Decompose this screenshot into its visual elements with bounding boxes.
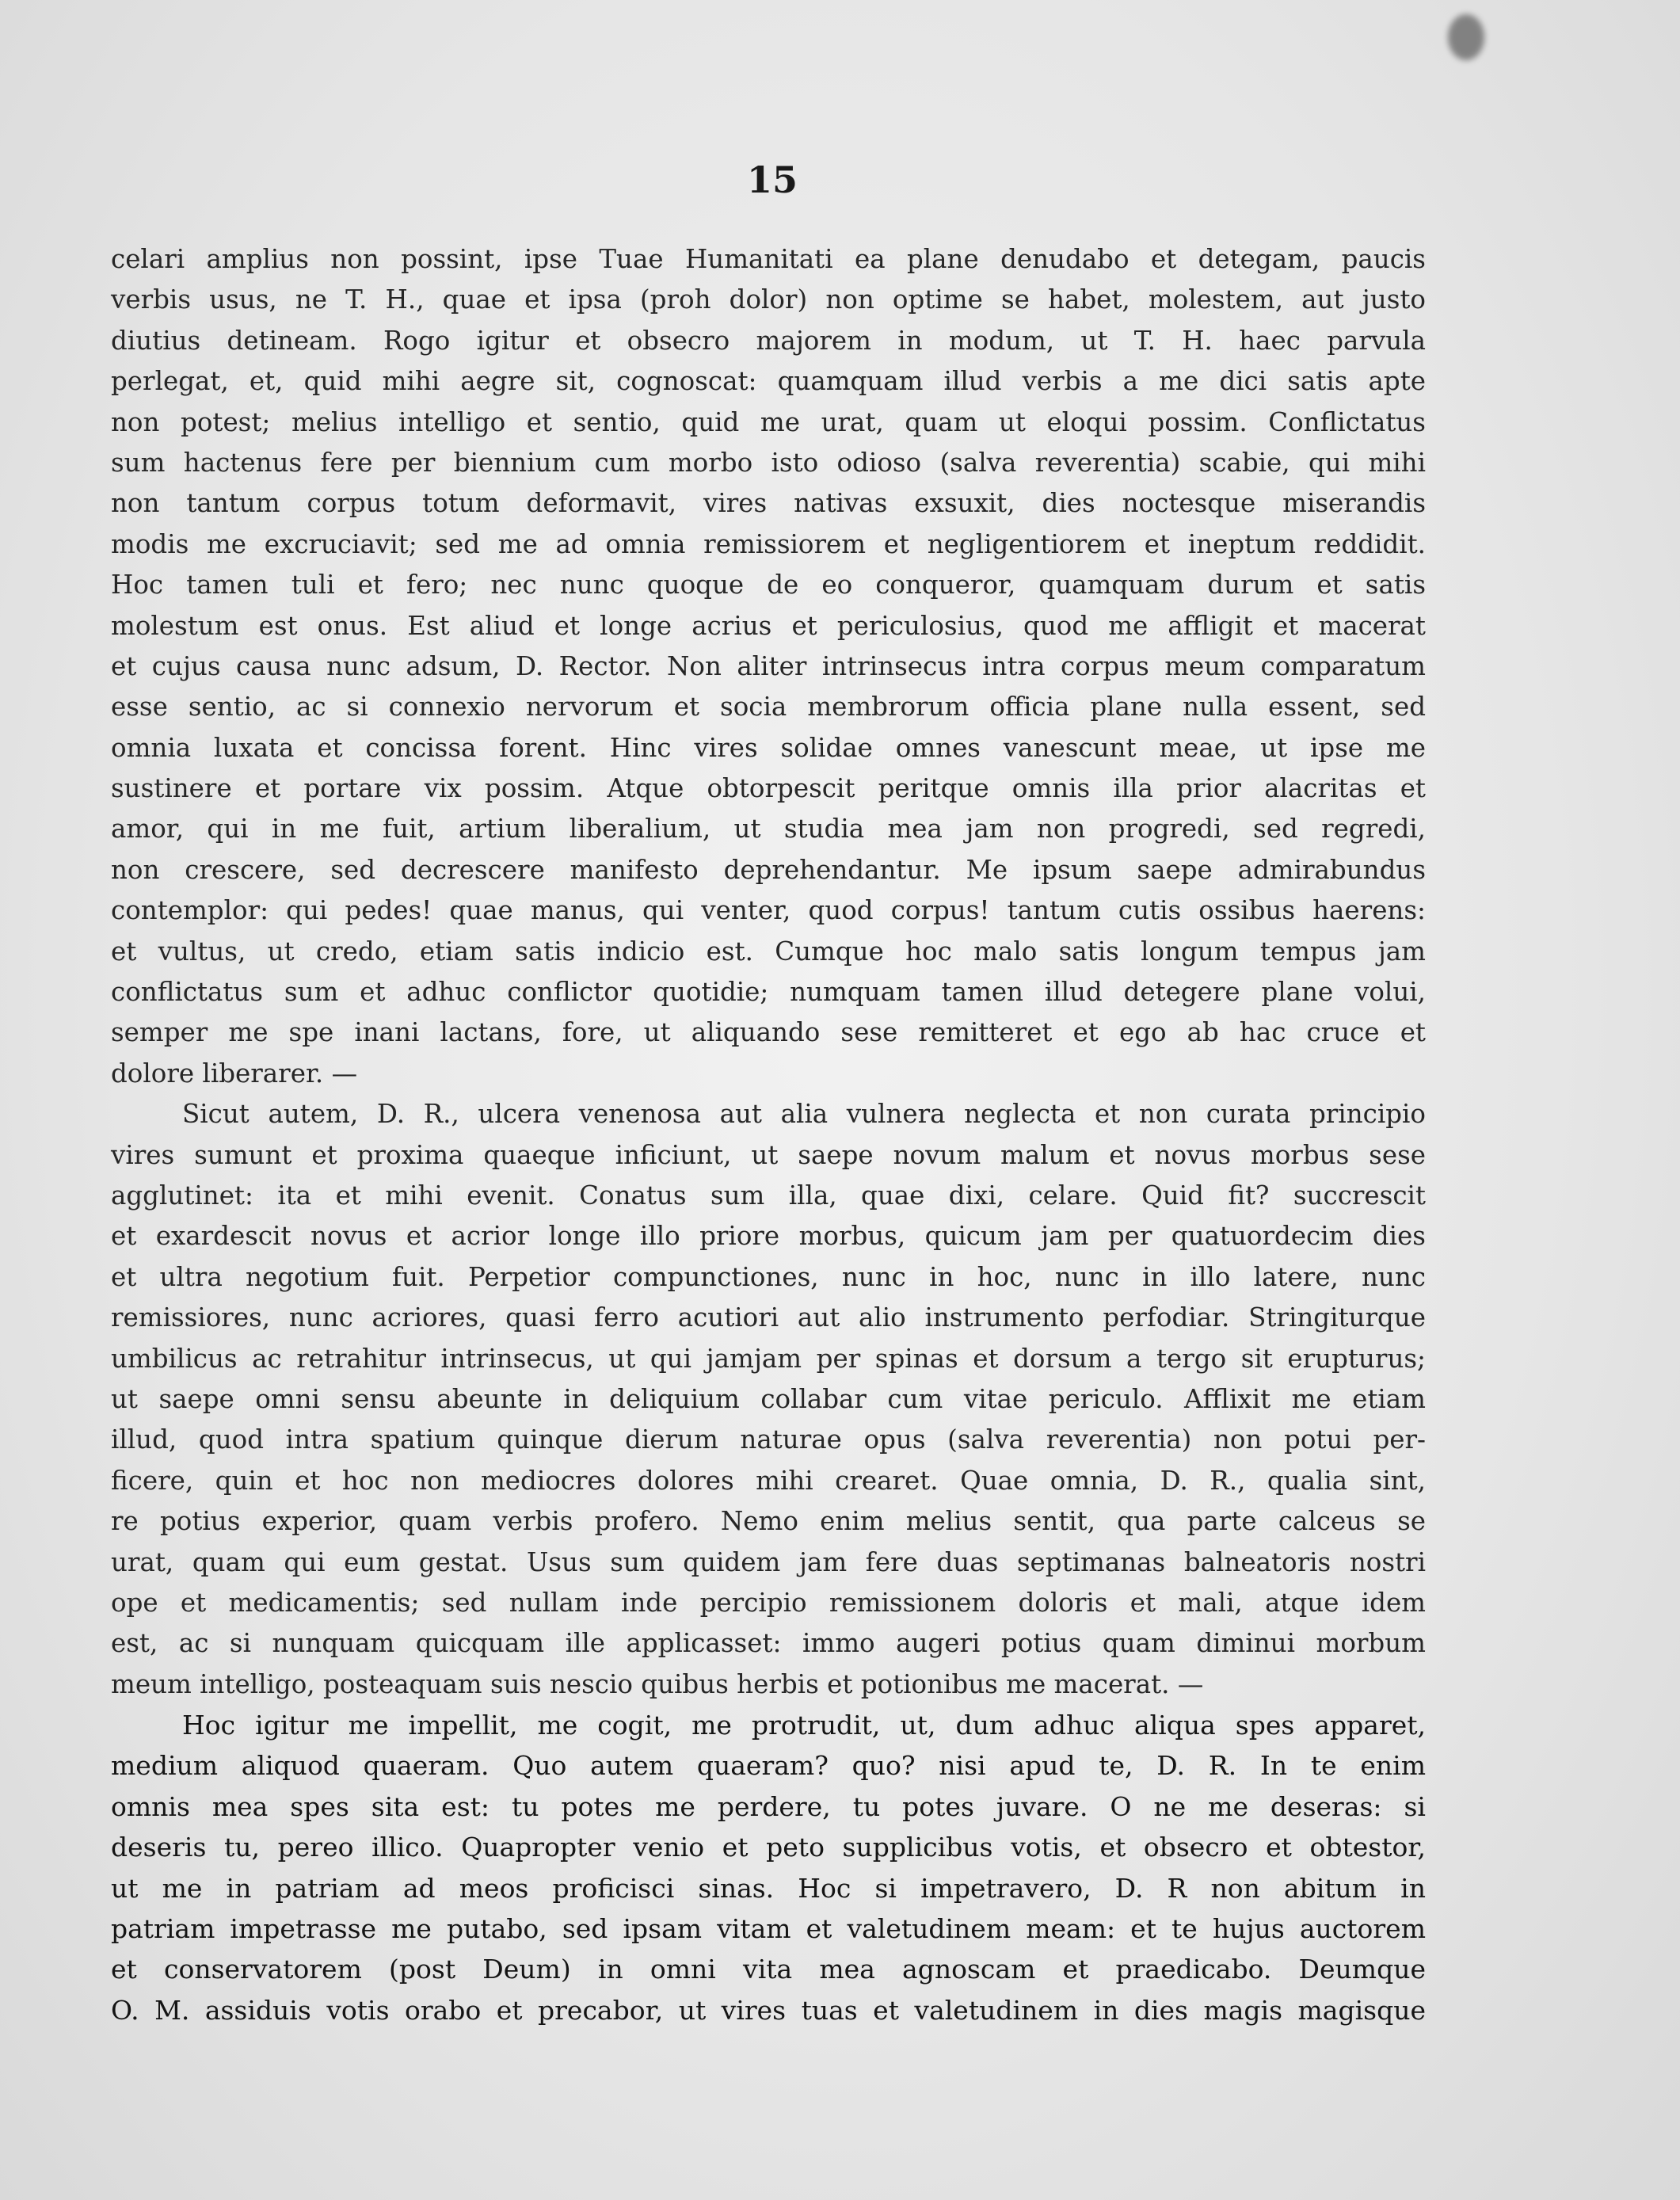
- text-line: et cujus causa nunc adsum, D. Rector. Non aliter intrinsecus intra corpus meum comparatum: [111, 650, 1426, 681]
- text-line: patriam impetrasse me putabo, sed ipsam vitam et valetudinem meam: et te hujus auctorem: [111, 1913, 1426, 1945]
- text-line: amor, qui in me fuit, artium liberalium, ut studia mea jam non progredi, sed regredi,: [111, 814, 1426, 845]
- paragraph-2: [111, 1094, 1426, 1705]
- text-line: diutius detineam. Rogo igitur et obsecro majorem in modum, ut T. H. haec parvula: [111, 325, 1426, 356]
- text-line: ficere, quin et hoc non mediocres dolores mihi crearet. Quae omnia, D. R., qualia sint,: [111, 1465, 1426, 1496]
- text-line: celari amplius non possint, ipse Tuae Humanitati ea plane denudabo et detegam, paucis: [111, 244, 1426, 274]
- text-line: conflictatus sum et adhuc conflictor quotidie; numquam tamen illud detegere plane volui,: [111, 977, 1426, 1008]
- text-line: meum intelligo, posteaquam suis nescio quibus herbis et potionibus me macerat. —: [111, 1668, 1204, 1699]
- text-line: molestum est onus. Est aliud et longe acrius et periculosius, quod me affligit et macerat: [111, 610, 1426, 641]
- text-line: contemplor: qui pedes! quae manus, qui venter, quod corpus! tantum cutis ossibus haerens:: [111, 895, 1426, 926]
- text-line: ut me in patriam ad meos proficisci sinas. Hoc si impetravero, D. R non abitum in: [111, 1872, 1426, 1904]
- text-line: omnis mea spes sita est: tu potes me perdere, tu potes juvare. O ne me deseras: si: [111, 1790, 1426, 1822]
- text-line: Hoc tamen tuli et fero; nec nunc quoque de eo conqueror, quamquam durum et satis: [111, 570, 1426, 601]
- text-line: est, ac si nunquam quicquam ille applicasset: immo augeri potius quam diminui morbum: [111, 1628, 1426, 1659]
- text-line: et conservatorem (post Deum) in omni vita mea agnoscam et praedicabo. Deumque: [111, 1954, 1426, 1985]
- body-text: [111, 239, 1426, 2030]
- text-line: esse sentio, ac si connexio nervorum et socia membrorum officia plane nulla essent, sed: [111, 692, 1426, 723]
- text-line: ope et medicamentis; sed nullam inde percipio remissionem doloris et mali, atque idem: [111, 1587, 1426, 1618]
- text-line: perlegat, et, quid mihi aegre sit, cognoscat: quamquam illud verbis a me dici satis apte: [111, 366, 1426, 397]
- text-line: vires sumunt et proxima quaeque inficiunt, ut saepe novum malum et novus morbus sese: [111, 1139, 1426, 1170]
- text-line: remissiores, nunc acriores, quasi ferro acutiori aut alio instrumento perfodiar. Stringiturque: [111, 1302, 1426, 1333]
- text-line: illud, quod intra spatium quinque dierum naturae opus (salva reverentia) non potui per-: [111, 1424, 1426, 1455]
- text-line: deseris tu, pereo illico. Quapropter venio et peto supplicibus votis, et obsecro et obtestor,: [111, 1832, 1426, 1863]
- text-line: urat, quam qui eum gestat. Usus sum quidem jam fere duas septimanas balneatoris nostri: [111, 1546, 1426, 1577]
- text-line: omnia luxata et concissa forent. Hinc vires solidae omnes vanescunt meae, ut ipse me: [111, 732, 1426, 763]
- text-line: umbilicus ac retrahitur intrinsecus, ut qui jamjam per spinas et dorsum a tergo sit erupturus;: [111, 1343, 1426, 1374]
- text-line: non potest; melius intelligo et sentio, quid me urat, quam ut eloqui possim. Conflictatus: [111, 406, 1426, 437]
- text-line: O. M. assiduis votis orabo et precabor, ut vires tuas et valetudinem in dies magis magisque: [111, 1994, 1426, 2026]
- text-line: semper me spe inani lactans, fore, ut aliquando sese remitteret et ego ab hac cruce et: [111, 1017, 1426, 1048]
- text-line: Hoc igitur me impellit, me cogit, me protrudit, ut, dum adhuc aliqua spes apparet,: [182, 1710, 1426, 1741]
- text-line: et vultus, ut credo, etiam satis indicio est. Cumque hoc malo satis longum tempus jam: [111, 936, 1426, 967]
- text-line: et ultra negotium fuit. Perpetior compunctiones, nunc in hoc, nunc in illo latere, nunc: [111, 1261, 1426, 1292]
- text-line: medium aliquod quaeram. Quo autem quaeram? quo? nisi apud te, D. R. In te enim: [111, 1750, 1426, 1782]
- text-line: re potius experior, quam verbis profero. Nemo enim melius sentit, qua parte calceus se: [111, 1506, 1426, 1537]
- text-line: agglutinet: ita et mihi evenit. Conatus sum illa, quae dixi, celare. Quid fit? succrescit: [111, 1180, 1426, 1211]
- text-line: Sicut autem, D. R., ulcera venenosa aut alia vulnera neglecta et non curata principio: [182, 1099, 1426, 1130]
- paragraph-1: [111, 239, 1426, 1094]
- page-number: 15: [746, 158, 798, 201]
- text-line: modis me excruciavit; sed me ad omnia remissiorem et negligentiorem et ineptum reddidit.: [111, 528, 1426, 559]
- text-line: non tantum corpus totum deformavit, vires nativas exsuxit, dies noctesque miserandis: [111, 488, 1426, 519]
- paragraph-3: [111, 1705, 1426, 2030]
- text-line: et exardescit novus et acrior longe illo priore morbus, quicum jam per quatuordecim dies: [111, 1221, 1426, 1252]
- text-line: sustinere et portare vix possim. Atque obtorpescit peritque omnis illa prior alacritas et: [111, 773, 1426, 804]
- text-line: ut saepe omni sensu abeunte in deliquium collabar cum vitae periculo. Afflixit me etiam: [111, 1383, 1426, 1414]
- text-line: sum hactenus fere per biennium cum morbo isto odioso (salva reverentia) scabie, qui mihi: [111, 447, 1426, 478]
- text-line: non crescere, sed decrescere manifesto deprehendantur. Me ipsum saepe admirabundus: [111, 854, 1426, 885]
- text-line: verbis usus, ne T. H., quae et ipsa (proh dolor) non optime se habet, molestem, aut justo: [111, 284, 1426, 315]
- ink-stain: [1448, 14, 1484, 60]
- text-line: dolore liberarer. —: [111, 1058, 358, 1089]
